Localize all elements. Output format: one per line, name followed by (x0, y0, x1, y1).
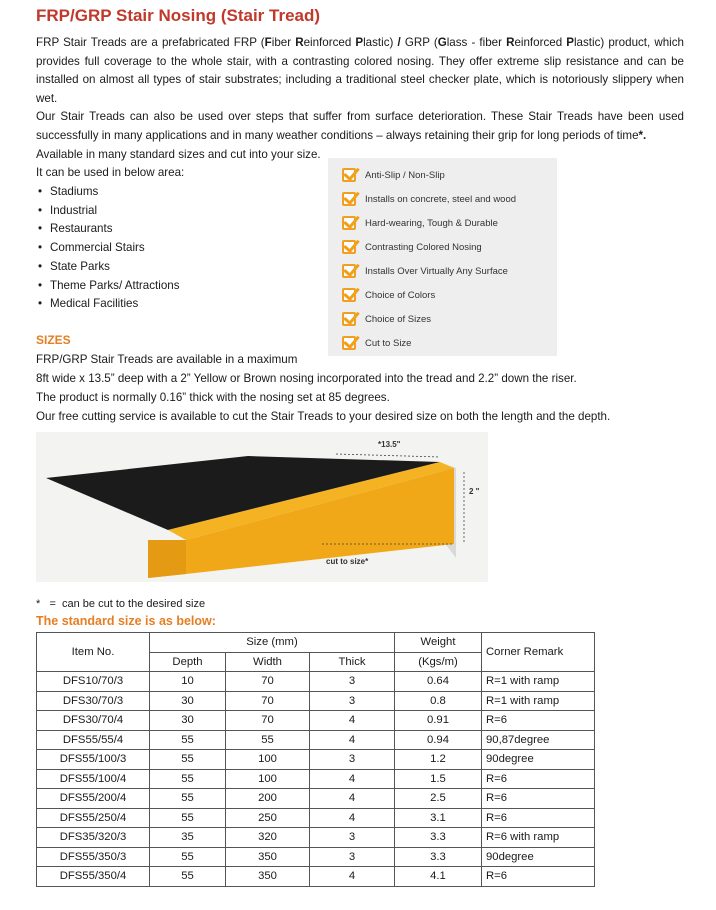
table-cell: 1.2 (395, 750, 482, 770)
table-row (37, 711, 595, 731)
table-cell: 100 (226, 750, 310, 770)
table-cell: 3 (310, 691, 395, 711)
available-text: Available in many standard sizes and cut into your size. (36, 148, 321, 161)
table-cell: 35 (150, 828, 226, 848)
table-cell: 3.1 (395, 808, 482, 828)
depth-label: *13.5" (378, 440, 401, 449)
table-cell: 1.5 (395, 769, 482, 789)
table-cell: 3.3 (395, 847, 482, 867)
checkbox-icon (342, 192, 356, 206)
table-cell: 55 (150, 730, 226, 750)
table-row (37, 730, 595, 750)
table-header-row (37, 633, 595, 653)
table-row (37, 672, 595, 692)
table-cell: R=6 (482, 789, 595, 809)
width-header: Width (226, 652, 310, 672)
table-cell: R=6 with ramp (482, 828, 595, 848)
intro-paragraph: FRP Stair Treads are a prefabricated FRP (Fiber Reinforced Plastic) / GRP (Glass - fiber Reinforced Plastic) product, which provides full coverage to the whole stair, with a contrasting colored nosing. They offer extreme slip resistance and can be installed on almost all types of stair substrates; including a traditional steel checker plate, which is notoriously slippery when wet. (36, 36, 684, 105)
table-cell: DFS55/200/4 (37, 789, 150, 809)
thick-header: Thick (310, 652, 395, 672)
table-cell: 0.64 (395, 672, 482, 692)
table-cell: 0.94 (395, 730, 482, 750)
table-row (37, 828, 595, 848)
table-cell: 55 (150, 867, 226, 887)
stair-tread-illustration (36, 432, 488, 582)
checkbox-icon (342, 264, 356, 278)
table-row (37, 808, 595, 828)
used-in-text: It can be used in below area: (36, 166, 185, 179)
table-cell: 55 (150, 769, 226, 789)
table-cell: R=6 (482, 711, 595, 731)
table-cell: 30 (150, 691, 226, 711)
standard-size-table (36, 632, 595, 887)
feature-item: Contrasting Colored Nosing (342, 237, 482, 257)
cut-label: cut to size* (326, 557, 369, 566)
table-cell: DFS55/100/4 (37, 769, 150, 789)
table-cell: 4 (310, 789, 395, 809)
page-title: FRP/GRP Stair Nosing (Stair Tread) (36, 6, 321, 25)
table-cell: 55 (150, 750, 226, 770)
feature-item: Anti-Slip / Non-Slip (342, 165, 445, 185)
checkbox-icon (342, 336, 356, 350)
table-cell: 200 (226, 789, 310, 809)
depth-header: Depth (150, 652, 226, 672)
table-cell: 90degree (482, 750, 595, 770)
table-cell: 250 (226, 808, 310, 828)
stair-tread-image (36, 432, 488, 582)
checkbox-icon (342, 168, 356, 182)
list-item: • Theme Parks/ Attractions (38, 278, 180, 292)
checkbox-icon (342, 240, 356, 254)
table-cell: 4 (310, 711, 395, 731)
table-cell: 3.3 (395, 828, 482, 848)
table-cell: 350 (226, 867, 310, 887)
list-item: • Restaurants (38, 222, 113, 236)
table-cell: 70 (226, 672, 310, 692)
table-row (37, 789, 595, 809)
table-cell: DFS55/350/3 (37, 847, 150, 867)
table-cell: 350 (226, 847, 310, 867)
table-cell: 3 (310, 672, 395, 692)
table-cell: 70 (226, 711, 310, 731)
table-cell: 3 (310, 750, 395, 770)
table-cell: 4 (310, 808, 395, 828)
sizes-line: The product is normally 0.16” thick with the nosing set at 85 degrees. (36, 391, 390, 404)
list-item: • Stadiums (38, 185, 99, 198)
remark-header: Corner Remark (482, 633, 595, 672)
checkbox-icon (342, 216, 356, 230)
table-cell: DFS55/250/4 (37, 808, 150, 828)
table-cell: 100 (226, 769, 310, 789)
table-cell: 320 (226, 828, 310, 848)
table-cell: 55 (226, 730, 310, 750)
table-cell: R=6 (482, 867, 595, 887)
table-cell: R=6 (482, 808, 595, 828)
table-cell: R=1 with ramp (482, 691, 595, 711)
surface-paragraph: Our Stair Treads can also be used over steps that suffer from surface deterioration. These Stair Treads have been used successfully in many applications and in many weather conditions – always retaining their grip for long periods of time*. (36, 110, 684, 142)
table-cell: 55 (150, 847, 226, 867)
weight-unit: (Kgs/m) (395, 652, 482, 672)
standard-size-heading: The standard size is as below: (36, 614, 216, 628)
table-cell: R=1 with ramp (482, 672, 595, 692)
sizes-line: FRP/GRP Stair Treads are available in a maximum (36, 353, 298, 366)
table-cell: 3 (310, 828, 395, 848)
table-row (37, 867, 595, 887)
weight-header: Weight (395, 633, 482, 653)
table-cell: 70 (226, 691, 310, 711)
table-cell: DFS30/70/3 (37, 691, 150, 711)
sizes-line: Our free cutting service is available to cut the Stair Treads to your desired size on both the length and the depth. (36, 410, 611, 423)
table-cell: 4 (310, 867, 395, 887)
checkbox-icon (342, 288, 356, 302)
item-header: Item No. (37, 633, 150, 672)
checkbox-icon (342, 312, 356, 326)
table-cell: DFS55/100/3 (37, 750, 150, 770)
sizes-heading: SIZES (36, 333, 71, 347)
table-row (37, 847, 595, 867)
feature-item: Choice of Colors (342, 285, 435, 305)
table-row (37, 769, 595, 789)
table-cell: 2.5 (395, 789, 482, 809)
table-cell: DFS55/350/4 (37, 867, 150, 887)
feature-item: Choice of Sizes (342, 309, 431, 329)
feature-item: Installs on concrete, steel and wood (342, 189, 516, 209)
depth-dimension-line (336, 454, 440, 457)
table-row (37, 691, 595, 711)
table-cell: 55 (150, 808, 226, 828)
application-list (36, 183, 180, 314)
feature-panel (328, 158, 557, 356)
table-cell: 90degree (482, 847, 595, 867)
list-item: • Commercial Stairs (38, 241, 145, 255)
table-row (37, 750, 595, 770)
feature-item: Hard-wearing, Tough & Durable (342, 213, 498, 233)
table-cell: 55 (150, 789, 226, 809)
height-label: 2 " (469, 487, 480, 496)
footnote: * = can be cut to the desired size (36, 598, 206, 610)
table-cell: 0.91 (395, 711, 482, 731)
table-cell: 90,87degree (482, 730, 595, 750)
list-item: • Industrial (38, 203, 98, 217)
sizes-line: 8ft wide x 13.5” deep with a 2” Yellow or Brown nosing incorporated into the tread and 2.2” down the riser. (36, 372, 577, 385)
table-cell: 4 (310, 769, 395, 789)
table-cell: DFS10/70/3 (37, 672, 150, 692)
table-cell: 3 (310, 847, 395, 867)
table-cell: 4 (310, 730, 395, 750)
table-cell: 10 (150, 672, 226, 692)
feature-item: Installs Over Virtually Any Surface (342, 261, 508, 281)
table-cell: 4.1 (395, 867, 482, 887)
table-cell: 30 (150, 711, 226, 731)
table-cell: DFS55/55/4 (37, 730, 150, 750)
feature-item: Cut to Size (342, 333, 411, 353)
table-cell: DFS35/320/3 (37, 828, 150, 848)
table-cell: R=6 (482, 769, 595, 789)
size-header: Size (mm) (150, 633, 395, 653)
list-item: • Medical Facilities (38, 297, 139, 311)
table-cell: 0.8 (395, 691, 482, 711)
nosing-end (148, 540, 186, 578)
table-cell: DFS30/70/4 (37, 711, 150, 731)
list-item: • State Parks (38, 259, 110, 273)
